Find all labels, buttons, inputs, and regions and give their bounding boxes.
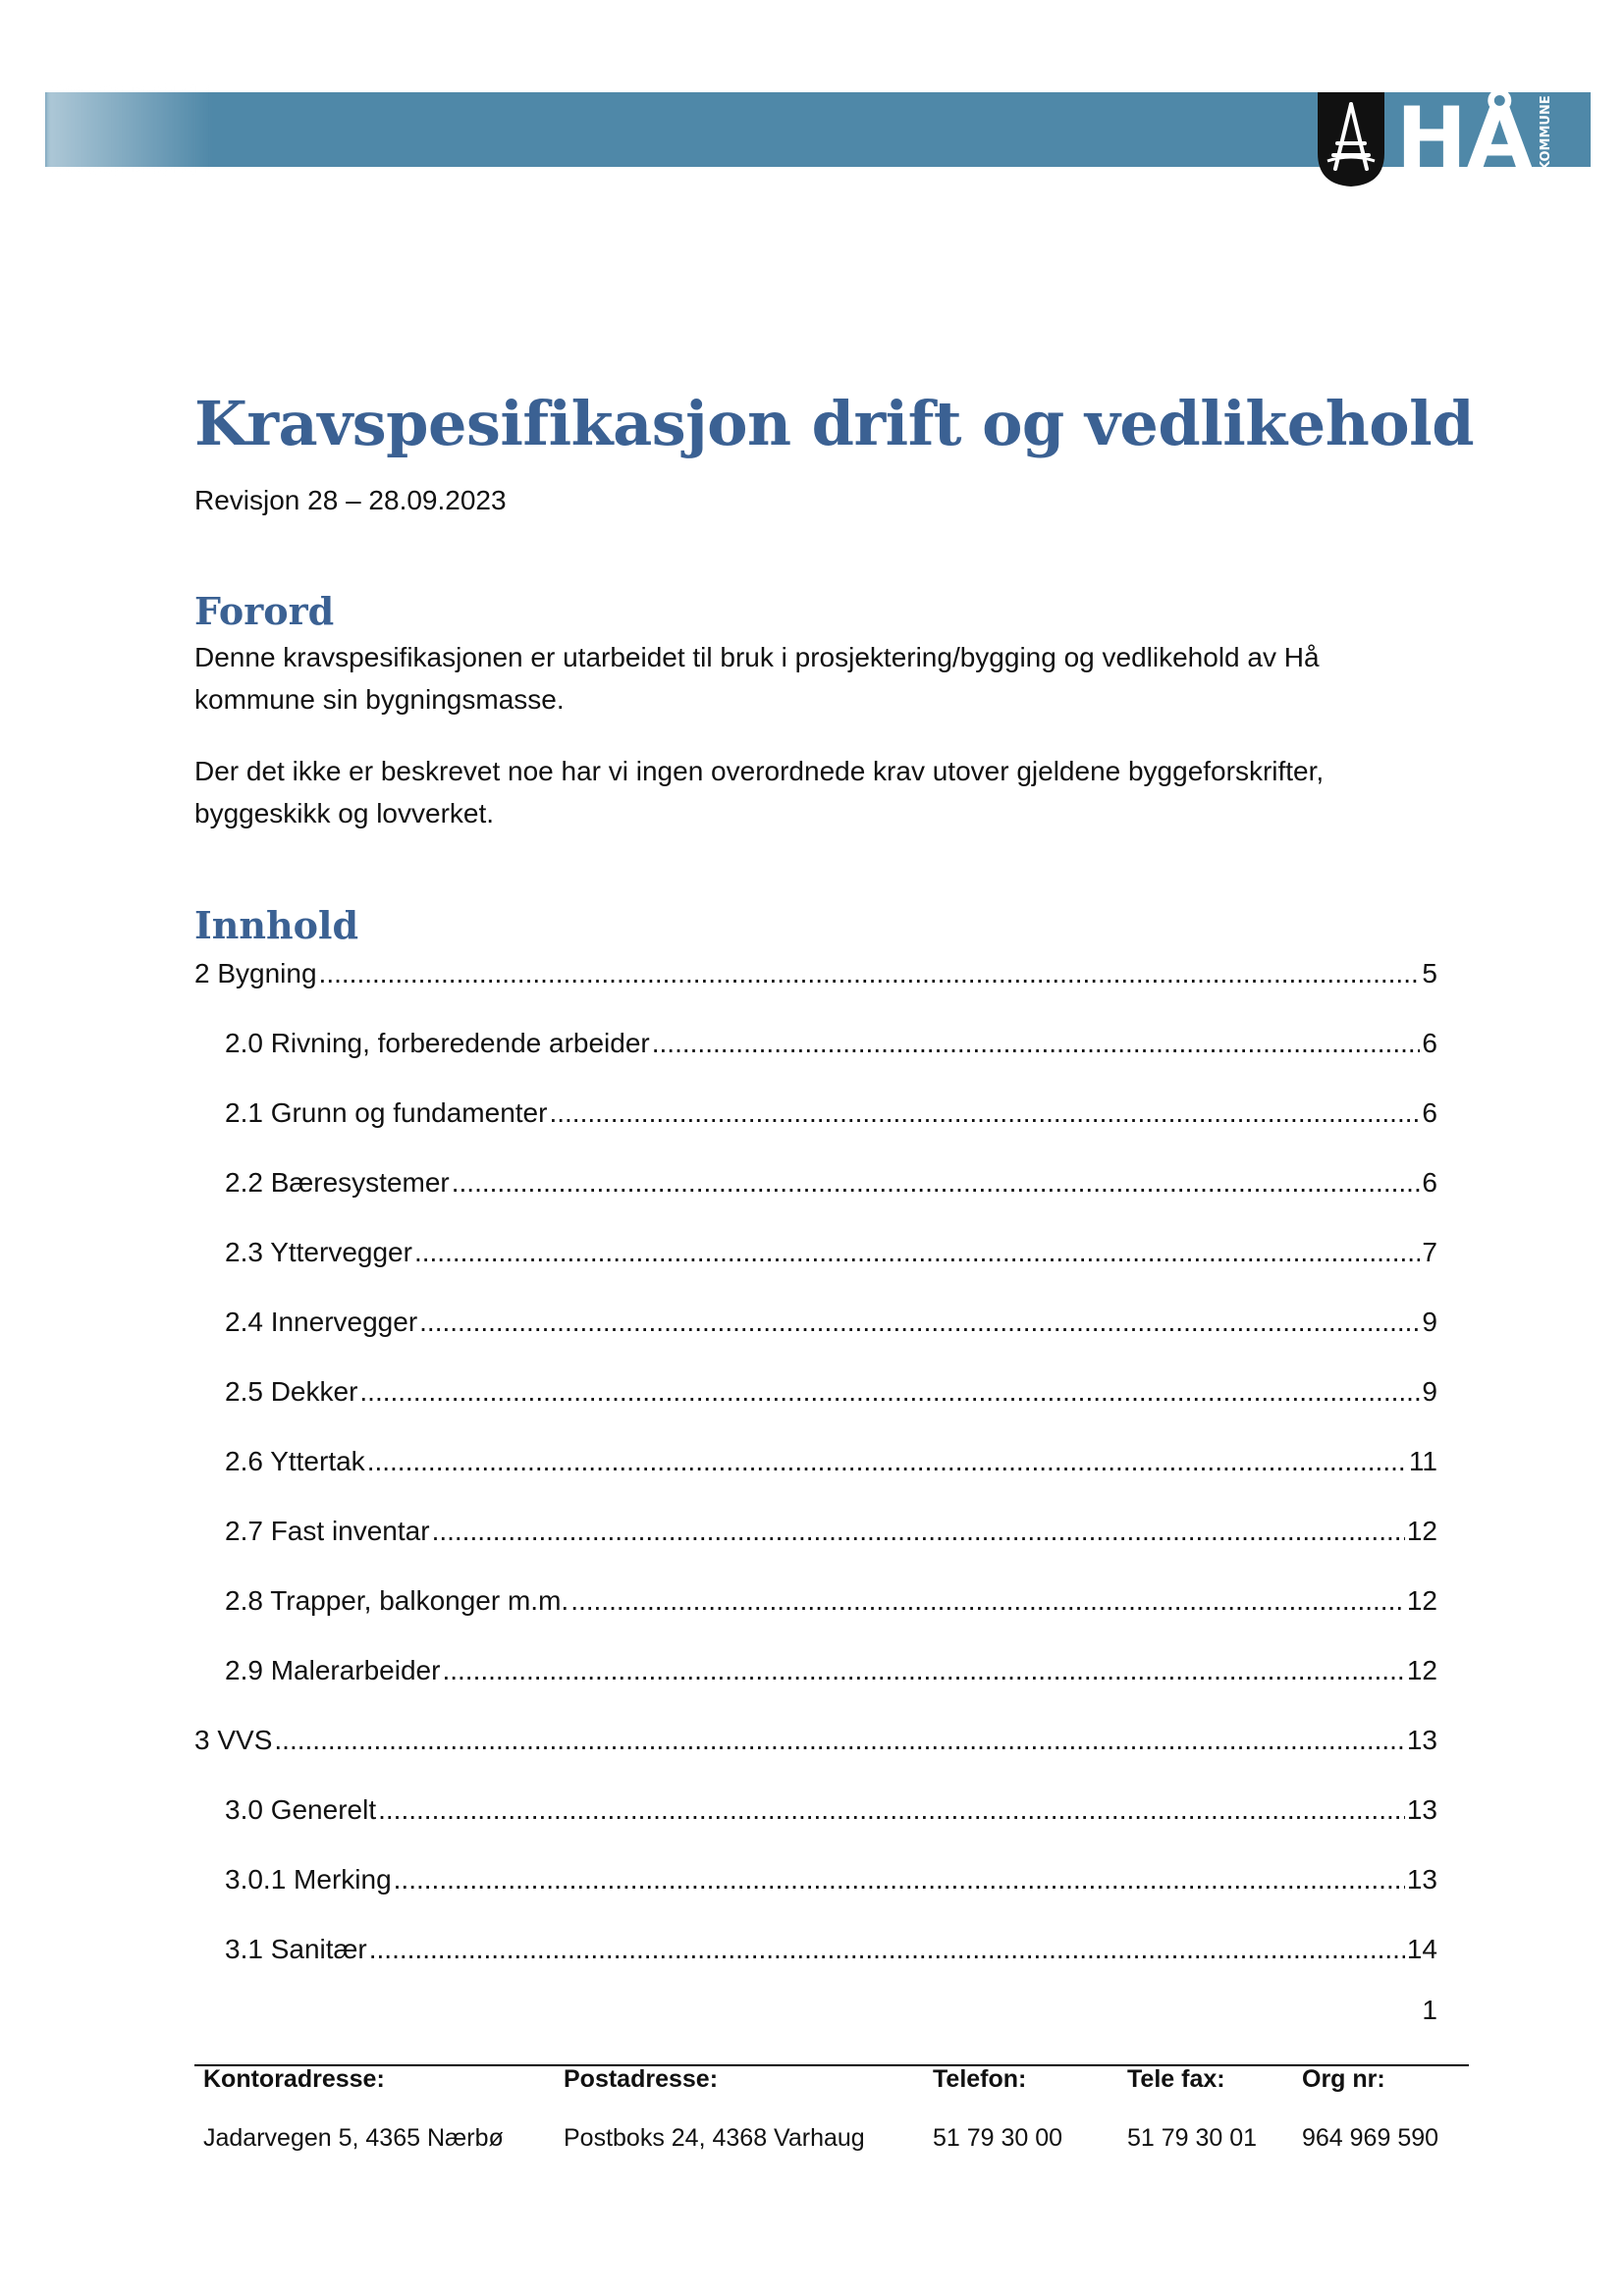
crest-icon (1318, 92, 1384, 187)
toc-entry-page: 13 (1406, 1864, 1437, 1895)
banner-fade (45, 86, 232, 173)
footer-value-phone: 51 79 30 00 (933, 2124, 1063, 2152)
toc-entry[interactable] (194, 1442, 1437, 1481)
toc-entry-label: 3.1 Sanitær (225, 1934, 367, 1964)
toc-entry[interactable] (194, 1721, 1437, 1760)
toc-leader-dots (419, 1303, 1420, 1342)
toc-entry[interactable] (194, 1581, 1437, 1621)
toc-entry[interactable] (194, 1651, 1437, 1690)
toc-entry-label: 2.8 Trapper, balkonger m.m. (225, 1585, 569, 1616)
footer-label-fax: Tele fax: (1127, 2065, 1225, 2093)
toc-entry[interactable] (194, 1372, 1437, 1412)
footer-label-postal-address: Postadresse: (564, 2065, 719, 2093)
foreword-paragraph-2: Der det ikke er beskrevet noe har vi ingen overordnede krav utover gjeldene byggeforskrifter, byggeskikk og lovverket. (194, 756, 1325, 828)
toc-entry-label: 2.4 Innervegger (225, 1307, 418, 1337)
toc-entry-label: 3.0 Generelt (225, 1794, 377, 1825)
toc-entry[interactable] (194, 1024, 1437, 1063)
toc-heading: Innhold (194, 903, 359, 947)
toc-leader-dots (442, 1651, 1404, 1690)
footer-label-phone: Telefon: (933, 2065, 1027, 2093)
toc-leader-dots (367, 1442, 1407, 1481)
toc-leader-dots (432, 1512, 1405, 1551)
toc-entry-page: 6 (1422, 1028, 1437, 1058)
toc-entry-page: 12 (1406, 1585, 1437, 1616)
toc-leader-dots (378, 1790, 1405, 1830)
toc-entry-label: 2.3 Yttervegger (225, 1237, 412, 1267)
toc-leader-dots (394, 1860, 1405, 1899)
toc-entry[interactable] (194, 1303, 1437, 1342)
toc-entry-page: 7 (1422, 1237, 1437, 1267)
toc-entry[interactable] (194, 1163, 1437, 1202)
toc-entry-label: 2.1 Grunn og fundamenter (225, 1097, 548, 1128)
footer-value-office-address: Jadarvegen 5, 4365 Nærbø (203, 2124, 504, 2152)
toc-entry[interactable] (194, 954, 1437, 993)
toc-leader-dots (319, 954, 1421, 993)
logo-graphic (1314, 63, 1598, 190)
toc-entry-label: 2.0 Rivning, forberedende arbeider (225, 1028, 650, 1058)
toc-entry-label: 2.2 Bæresystemer (225, 1167, 450, 1198)
toc-entry-page: 11 (1408, 1446, 1437, 1476)
toc-entry[interactable] (194, 1094, 1437, 1133)
toc-leader-dots (414, 1233, 1420, 1272)
toc-entry-label: 2.9 Malerarbeider (225, 1655, 441, 1685)
toc-entry-page: 12 (1406, 1655, 1437, 1685)
toc-entry-page: 13 (1406, 1794, 1437, 1825)
toc-entry-page: 6 (1422, 1097, 1437, 1128)
toc-entry-page: 6 (1422, 1167, 1437, 1198)
footer-label-org-number: Org nr: (1302, 2065, 1385, 2093)
toc-entry-label: 2.6 Yttertak (225, 1446, 365, 1476)
logo-wordmark: HÅ (1396, 89, 1533, 187)
toc-leader-dots (274, 1721, 1404, 1760)
toc-entry-label: 2.5 Dekker (225, 1376, 358, 1407)
toc-entry[interactable] (194, 1512, 1437, 1551)
toc-entry[interactable] (194, 1930, 1437, 1969)
toc-leader-dots (369, 1930, 1405, 1969)
toc-entry-page: 13 (1406, 1725, 1437, 1755)
toc-entry-page: 5 (1422, 958, 1437, 988)
toc-leader-dots (549, 1094, 1420, 1133)
toc-entry-label: 2.7 Fast inventar (225, 1516, 430, 1546)
toc-leader-dots (652, 1024, 1421, 1063)
toc-entry-page: 9 (1422, 1307, 1437, 1337)
foreword-heading: Forord (194, 589, 335, 633)
toc-entry-label: 2 Bygning (194, 958, 317, 988)
toc-leader-dots (359, 1372, 1420, 1412)
toc-entry[interactable] (194, 1233, 1437, 1272)
logo-subtext: KOMMUNE (1539, 95, 1553, 171)
page-number: 1 (1422, 1995, 1437, 2025)
ha-kommune-logo (1314, 63, 1598, 190)
toc-leader-dots (570, 1581, 1405, 1621)
document-title: Kravspesifikasjon drift og vedlikehold (194, 388, 1475, 459)
toc-entry-label: 3 VVS (194, 1725, 273, 1755)
toc-entry-label: 3.0.1 Merking (225, 1864, 392, 1895)
toc-entry-page: 12 (1406, 1516, 1437, 1546)
footer-label-office-address: Kontoradresse: (203, 2065, 385, 2093)
toc-entry-page: 14 (1406, 1934, 1437, 1964)
toc-entry[interactable] (194, 1860, 1437, 1899)
toc-leader-dots (452, 1163, 1421, 1202)
toc-entry[interactable] (194, 1790, 1437, 1830)
footer-value-org-number: 964 969 590 (1302, 2124, 1439, 2152)
revision-line: Revisjon 28 – 28.09.2023 (194, 485, 507, 515)
footer-value-postal-address: Postboks 24, 4368 Varhaug (564, 2124, 865, 2152)
footer-value-fax: 51 79 30 01 (1127, 2124, 1258, 2152)
toc-entry-page: 9 (1422, 1376, 1437, 1407)
footer-divider (194, 2064, 1469, 2066)
foreword-paragraph-1: Denne kravspesifikasjonen er utarbeidet til bruk i prosjektering/bygging og vedlikehold av Hå kommune sin bygningsmasse. (194, 642, 1320, 715)
